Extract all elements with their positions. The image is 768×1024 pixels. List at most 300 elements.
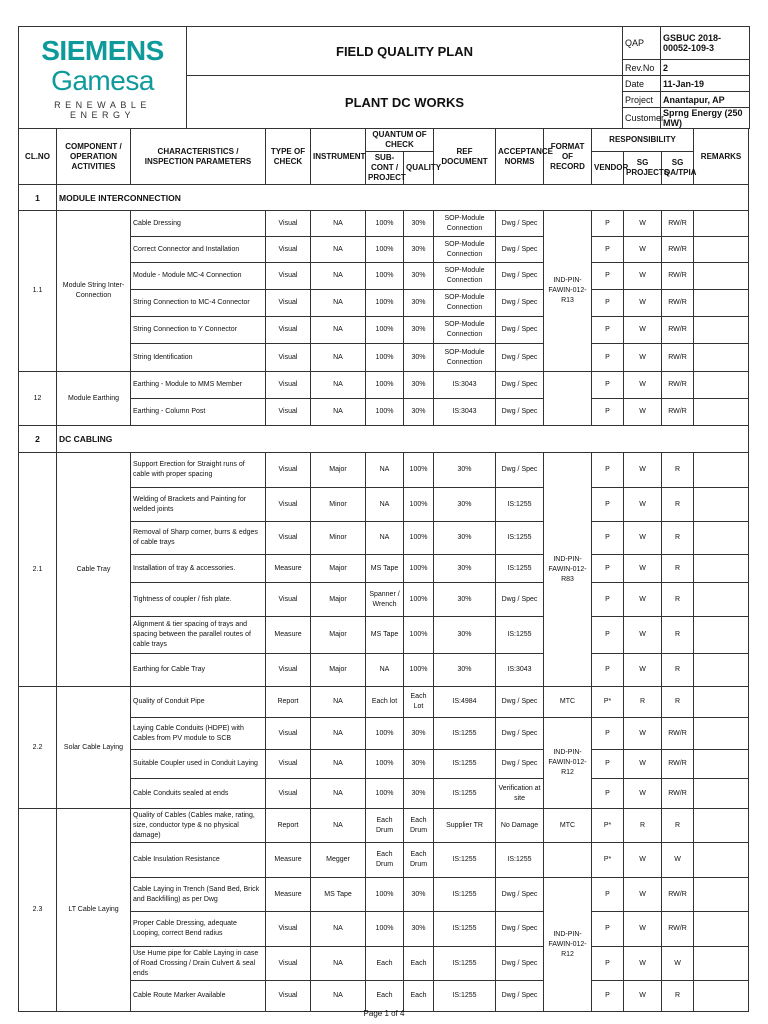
- inspection-parameter: Welding of Brackets and Painting for welded joints: [131, 488, 266, 522]
- vendor-responsibility: P: [592, 555, 624, 583]
- sg-qa-responsibility: RW/R: [662, 237, 694, 263]
- ref-document: IS:3043: [434, 372, 496, 399]
- type-of-check: Measure: [266, 843, 311, 878]
- ref-document: 30%: [434, 453, 496, 488]
- sg-projects-responsibility: W: [624, 947, 662, 981]
- acceptance-norms: IS:1255: [496, 617, 544, 654]
- table-row: [19, 211, 749, 237]
- sg-qa-responsibility: RW/R: [662, 912, 694, 947]
- acceptance-norms: Dwg / Spec: [496, 399, 544, 426]
- subcont-quantum: NA: [366, 654, 404, 687]
- type-of-check: Measure: [266, 555, 311, 583]
- subcont-quantum: 100%: [366, 211, 404, 237]
- inspection-parameter: Tightness of coupler / fish plate.: [131, 583, 266, 617]
- quality-quantum: 100%: [404, 488, 434, 522]
- sg-projects-responsibility: W: [624, 718, 662, 750]
- acceptance-norms: Dwg / Spec: [496, 912, 544, 947]
- instrument: MS Tape: [311, 878, 366, 912]
- sg-projects-responsibility: W: [624, 399, 662, 426]
- sg-qa-responsibility: RW/R: [662, 344, 694, 372]
- group-number: 12: [19, 372, 57, 426]
- vendor-responsibility: P: [592, 211, 624, 237]
- meta-key-customer: Customer: [623, 108, 661, 129]
- instrument: Minor: [311, 522, 366, 555]
- instrument: NA: [311, 211, 366, 237]
- section-row: [19, 426, 749, 453]
- table-row: [19, 809, 749, 843]
- sg-projects-responsibility: W: [624, 912, 662, 947]
- acceptance-norms: Dwg / Spec: [496, 372, 544, 399]
- table-row: [19, 687, 749, 718]
- acceptance-norms: Dwg / Spec: [496, 583, 544, 617]
- subcont-quantum: Spanner / Wrench: [366, 583, 404, 617]
- ref-document: IS:4984: [434, 687, 496, 718]
- sg-qa-responsibility: RW/R: [662, 290, 694, 317]
- acceptance-norms: Dwg / Spec: [496, 263, 544, 290]
- vendor-responsibility: P: [592, 372, 624, 399]
- inspection-parameter: Cable Insulation Resistance: [131, 843, 266, 878]
- subcont-quantum: Each lot: [366, 687, 404, 718]
- col-header-responsibility: RESPONSIBILITY: [592, 129, 694, 152]
- remarks: [694, 211, 749, 237]
- format-of-record: IND-PIN-FAWIN-012-R12: [544, 718, 592, 809]
- subcont-quantum: 100%: [366, 750, 404, 779]
- ref-document: 30%: [434, 583, 496, 617]
- sg-projects-responsibility: R: [624, 687, 662, 718]
- type-of-check: Measure: [266, 617, 311, 654]
- sg-projects-responsibility: W: [624, 290, 662, 317]
- section-row: [19, 185, 749, 211]
- sg-qa-responsibility: R: [662, 809, 694, 843]
- sg-projects-responsibility: W: [624, 211, 662, 237]
- remarks: [694, 809, 749, 843]
- inspection-parameter: Cable Dressing: [131, 211, 266, 237]
- subcont-quantum: 100%: [366, 263, 404, 290]
- col-header-component: COMPONENT / OPERATION ACTIVITIES: [57, 129, 131, 185]
- logo-brand-light: Gamesa: [51, 64, 154, 96]
- sg-projects-responsibility: W: [624, 654, 662, 687]
- inspection-parameter: String Identification: [131, 344, 266, 372]
- group-component: Module String Inter-Connection: [57, 211, 131, 372]
- inspection-parameter: Cable Conduits sealed at ends: [131, 779, 266, 809]
- type-of-check: Visual: [266, 290, 311, 317]
- type-of-check: Measure: [266, 878, 311, 912]
- format-of-record: IND-PIN-FAWIN-012-R13: [544, 211, 592, 372]
- vendor-responsibility: P: [592, 317, 624, 344]
- inspection-parameter: Quality of Conduit Pipe: [131, 687, 266, 718]
- instrument: NA: [311, 344, 366, 372]
- inspection-parameter: Support Erection for Straight runs of cable with proper spacing: [131, 453, 266, 488]
- ref-document: IS:1255: [434, 843, 496, 878]
- vendor-responsibility: P: [592, 947, 624, 981]
- vendor-responsibility: P: [592, 878, 624, 912]
- format-of-record: [544, 372, 592, 426]
- document-header: [18, 26, 750, 129]
- ref-document: SOP-Module Connection: [434, 211, 496, 237]
- group-number: 2.3: [19, 809, 57, 1012]
- instrument: Minor: [311, 488, 366, 522]
- remarks: [694, 399, 749, 426]
- remarks: [694, 947, 749, 981]
- company-logo: [19, 27, 187, 129]
- inspection-parameter: Cable Route Marker Available: [131, 981, 266, 1012]
- remarks: [694, 617, 749, 654]
- sg-qa-responsibility: R: [662, 583, 694, 617]
- sg-projects-responsibility: W: [624, 263, 662, 290]
- remarks: [694, 912, 749, 947]
- quality-plan-sheet: [18, 26, 749, 1012]
- quality-quantum: 100%: [404, 555, 434, 583]
- remarks: [694, 843, 749, 878]
- vendor-responsibility: P: [592, 453, 624, 488]
- acceptance-norms: Dwg / Spec: [496, 687, 544, 718]
- instrument: NA: [311, 237, 366, 263]
- type-of-check: Visual: [266, 583, 311, 617]
- sg-projects-responsibility: W: [624, 779, 662, 809]
- quality-quantum: 30%: [404, 237, 434, 263]
- remarks: [694, 317, 749, 344]
- quality-quantum: Each: [404, 981, 434, 1012]
- subcont-quantum: NA: [366, 453, 404, 488]
- acceptance-norms: Dwg / Spec: [496, 290, 544, 317]
- quality-quantum: 100%: [404, 654, 434, 687]
- instrument: NA: [311, 750, 366, 779]
- type-of-check: Visual: [266, 317, 311, 344]
- meta-key-qap: QAP: [623, 27, 661, 60]
- table-row: [19, 453, 749, 488]
- acceptance-norms: Dwg / Spec: [496, 750, 544, 779]
- remarks: [694, 779, 749, 809]
- sg-qa-responsibility: R: [662, 654, 694, 687]
- instrument: Major: [311, 555, 366, 583]
- sg-projects-responsibility: W: [624, 583, 662, 617]
- group-number: 2.2: [19, 687, 57, 809]
- instrument: NA: [311, 399, 366, 426]
- inspection-parameter: Alignment & tier spacing of trays and spacing between the parallel routes of cable trays: [131, 617, 266, 654]
- group-component: LT Cable Laying: [57, 809, 131, 1012]
- acceptance-norms: Dwg / Spec: [496, 237, 544, 263]
- subcont-quantum: 100%: [366, 237, 404, 263]
- instrument: Megger: [311, 843, 366, 878]
- col-header-vendor: VENDOR: [592, 152, 624, 185]
- type-of-check: Visual: [266, 453, 311, 488]
- subcont-quantum: MS Tape: [366, 617, 404, 654]
- quality-quantum: 30%: [404, 372, 434, 399]
- subcont-quantum: 100%: [366, 878, 404, 912]
- remarks: [694, 372, 749, 399]
- type-of-check: Visual: [266, 237, 311, 263]
- meta-key-rev: Rev.No: [623, 60, 661, 76]
- remarks: [694, 555, 749, 583]
- inspection-parameter: Correct Connector and Installation: [131, 237, 266, 263]
- logo-brand-bold: SIEMENS: [41, 34, 164, 66]
- vendor-responsibility: P*: [592, 843, 624, 878]
- remarks: [694, 522, 749, 555]
- ref-document: SOP-Module Connection: [434, 237, 496, 263]
- subcont-quantum: 100%: [366, 399, 404, 426]
- col-header-sg-projects: SG PROJECTS: [624, 152, 662, 185]
- inspection-table: [18, 128, 749, 1012]
- sg-projects-responsibility: W: [624, 555, 662, 583]
- sg-projects-responsibility: W: [624, 522, 662, 555]
- subcont-quantum: 100%: [366, 372, 404, 399]
- inspection-parameter: Earthing for Cable Tray: [131, 654, 266, 687]
- sg-projects-responsibility: W: [624, 372, 662, 399]
- format-of-record: IND-PIN-FAWIN-012-R12: [544, 878, 592, 1012]
- ref-document: IS:1255: [434, 912, 496, 947]
- document-title: FIELD QUALITY PLAN: [187, 27, 623, 76]
- sg-qa-responsibility: RW/R: [662, 878, 694, 912]
- ref-document: 30%: [434, 654, 496, 687]
- remarks: [694, 583, 749, 617]
- type-of-check: Report: [266, 809, 311, 843]
- col-header-subcont: SUB-CONT / PROJECT: [366, 152, 404, 185]
- acceptance-norms: Verification at site: [496, 779, 544, 809]
- inspection-parameter: Proper Cable Dressing, adequate Looping, correct Bend radius: [131, 912, 266, 947]
- quality-quantum: 30%: [404, 344, 434, 372]
- section-title: MODULE INTERCONNECTION: [57, 185, 749, 211]
- col-header-type: TYPE OF CHECK: [266, 129, 311, 185]
- instrument: NA: [311, 317, 366, 344]
- meta-value-rev: 2: [661, 60, 750, 76]
- acceptance-norms: Dwg / Spec: [496, 947, 544, 981]
- type-of-check: Visual: [266, 947, 311, 981]
- col-header-clno: CL.NO: [19, 129, 57, 185]
- vendor-responsibility: P: [592, 237, 624, 263]
- acceptance-norms: IS:1255: [496, 522, 544, 555]
- vendor-responsibility: P: [592, 750, 624, 779]
- inspection-parameter: Use Hume pipe for Cable Laying in case of Road Crossing / Drain Culvert & seal ends: [131, 947, 266, 981]
- instrument: NA: [311, 372, 366, 399]
- quality-quantum: 100%: [404, 583, 434, 617]
- subcont-quantum: NA: [366, 488, 404, 522]
- subcont-quantum: MS Tape: [366, 555, 404, 583]
- subcont-quantum: Each Drum: [366, 809, 404, 843]
- acceptance-norms: No Damage: [496, 809, 544, 843]
- section-number: 2: [19, 426, 57, 453]
- subcont-quantum: Each: [366, 947, 404, 981]
- quality-quantum: 30%: [404, 750, 434, 779]
- ref-document: IS:1255: [434, 779, 496, 809]
- inspection-parameter: String Connection to MC-4 Connector: [131, 290, 266, 317]
- ref-document: IS:1255: [434, 878, 496, 912]
- vendor-responsibility: P: [592, 290, 624, 317]
- instrument: Major: [311, 453, 366, 488]
- col-header-characteristics: CHARACTERISTICS / INSPECTION PARAMETERS: [131, 129, 266, 185]
- subcont-quantum: 100%: [366, 317, 404, 344]
- remarks: [694, 344, 749, 372]
- sg-qa-responsibility: R: [662, 981, 694, 1012]
- sg-projects-responsibility: W: [624, 878, 662, 912]
- meta-value-project: Anantapur, AP: [661, 92, 750, 108]
- remarks: [694, 654, 749, 687]
- type-of-check: Visual: [266, 981, 311, 1012]
- vendor-responsibility: P: [592, 779, 624, 809]
- remarks: [694, 237, 749, 263]
- acceptance-norms: Dwg / Spec: [496, 453, 544, 488]
- quality-quantum: 100%: [404, 453, 434, 488]
- instrument: NA: [311, 718, 366, 750]
- subcont-quantum: 100%: [366, 779, 404, 809]
- sg-qa-responsibility: RW/R: [662, 211, 694, 237]
- quality-quantum: 30%: [404, 317, 434, 344]
- subcont-quantum: 100%: [366, 718, 404, 750]
- type-of-check: Visual: [266, 344, 311, 372]
- instrument: NA: [311, 912, 366, 947]
- quality-quantum: 30%: [404, 263, 434, 290]
- sg-projects-responsibility: R: [624, 809, 662, 843]
- sg-qa-responsibility: RW/R: [662, 372, 694, 399]
- sg-projects-responsibility: W: [624, 344, 662, 372]
- instrument: Major: [311, 617, 366, 654]
- ref-document: IS:1255: [434, 718, 496, 750]
- type-of-check: Visual: [266, 912, 311, 947]
- type-of-check: Visual: [266, 488, 311, 522]
- acceptance-norms: Dwg / Spec: [496, 878, 544, 912]
- meta-value-qap: GSBUC 2018-00052-109-3: [661, 27, 750, 60]
- vendor-responsibility: P: [592, 617, 624, 654]
- ref-document: IS:1255: [434, 750, 496, 779]
- format-of-record: [544, 843, 592, 878]
- quality-quantum: 100%: [404, 617, 434, 654]
- ref-document: SOP-Module Connection: [434, 317, 496, 344]
- col-header-quality: QUALITY: [404, 152, 434, 185]
- sg-qa-responsibility: R: [662, 555, 694, 583]
- sg-qa-responsibility: RW/R: [662, 750, 694, 779]
- quality-quantum: 30%: [404, 912, 434, 947]
- meta-value-date: 11-Jan-19: [661, 76, 750, 92]
- vendor-responsibility: P: [592, 654, 624, 687]
- quality-quantum: 30%: [404, 290, 434, 317]
- meta-key-project: Project: [623, 92, 661, 108]
- instrument: NA: [311, 779, 366, 809]
- sg-qa-responsibility: RW/R: [662, 399, 694, 426]
- vendor-responsibility: P: [592, 488, 624, 522]
- subcont-quantum: Each: [366, 981, 404, 1012]
- acceptance-norms: Dwg / Spec: [496, 317, 544, 344]
- sg-qa-responsibility: RW/R: [662, 779, 694, 809]
- ref-document: IS:1255: [434, 981, 496, 1012]
- page-footer: Page 1 of 4: [363, 1009, 405, 1018]
- group-component: Module Earthing: [57, 372, 131, 426]
- instrument: NA: [311, 947, 366, 981]
- sg-qa-responsibility: W: [662, 843, 694, 878]
- quality-quantum: 30%: [404, 211, 434, 237]
- inspection-parameter: Quality of Cables (Cables make, rating, size, conductor type & no physical damage): [131, 809, 266, 843]
- ref-document: 30%: [434, 488, 496, 522]
- vendor-responsibility: P: [592, 399, 624, 426]
- quality-quantum: Each Drum: [404, 843, 434, 878]
- meta-value-customer: Sprng Energy (250 MW): [661, 108, 750, 129]
- col-header-quantum: QUANTUM OF CHECK: [366, 129, 434, 152]
- vendor-responsibility: P*: [592, 687, 624, 718]
- vendor-responsibility: P: [592, 912, 624, 947]
- ref-document: SOP-Module Connection: [434, 290, 496, 317]
- acceptance-norms: Dwg / Spec: [496, 981, 544, 1012]
- instrument: Major: [311, 654, 366, 687]
- group-number: 1.1: [19, 211, 57, 372]
- table-row: [19, 372, 749, 399]
- instrument: NA: [311, 290, 366, 317]
- section-title: DC CABLING: [57, 426, 749, 453]
- vendor-responsibility: P: [592, 263, 624, 290]
- sg-qa-responsibility: R: [662, 522, 694, 555]
- remarks: [694, 981, 749, 1012]
- type-of-check: Visual: [266, 750, 311, 779]
- ref-document: 30%: [434, 522, 496, 555]
- type-of-check: Visual: [266, 211, 311, 237]
- vendor-responsibility: P: [592, 344, 624, 372]
- quality-quantum: 30%: [404, 779, 434, 809]
- sg-qa-responsibility: RW/R: [662, 718, 694, 750]
- vendor-responsibility: P: [592, 583, 624, 617]
- sg-projects-responsibility: W: [624, 453, 662, 488]
- vendor-responsibility: P: [592, 522, 624, 555]
- inspection-parameter: String Connection to Y Connector: [131, 317, 266, 344]
- inspection-parameter: Suitable Coupler used in Conduit Laying: [131, 750, 266, 779]
- quality-quantum: Each: [404, 947, 434, 981]
- sg-qa-responsibility: R: [662, 453, 694, 488]
- type-of-check: Visual: [266, 399, 311, 426]
- sg-projects-responsibility: W: [624, 317, 662, 344]
- inspection-parameter: Laying Cable Conduits (HDPE) with Cables from PV module to SCB: [131, 718, 266, 750]
- ref-document: SOP-Module Connection: [434, 344, 496, 372]
- acceptance-norms: IS:1255: [496, 555, 544, 583]
- quality-quantum: Each Drum: [404, 809, 434, 843]
- group-number: 2.1: [19, 453, 57, 687]
- type-of-check: Report: [266, 687, 311, 718]
- ref-document: 30%: [434, 555, 496, 583]
- inspection-parameter: Removal of Sharp corner, burrs & edges of cable trays: [131, 522, 266, 555]
- inspection-table-body: [19, 185, 749, 1012]
- group-component: Cable Tray: [57, 453, 131, 687]
- type-of-check: Visual: [266, 372, 311, 399]
- quality-quantum: 30%: [404, 878, 434, 912]
- acceptance-norms: Dwg / Spec: [496, 211, 544, 237]
- type-of-check: Visual: [266, 718, 311, 750]
- subcont-quantum: Each Drum: [366, 843, 404, 878]
- instrument: NA: [311, 809, 366, 843]
- inspection-parameter: Earthing - Column Post: [131, 399, 266, 426]
- type-of-check: Visual: [266, 263, 311, 290]
- remarks: [694, 878, 749, 912]
- acceptance-norms: IS:3043: [496, 654, 544, 687]
- section-number: 1: [19, 185, 57, 211]
- type-of-check: Visual: [266, 779, 311, 809]
- format-of-record: MTC: [544, 687, 592, 718]
- acceptance-norms: Dwg / Spec: [496, 344, 544, 372]
- instrument: NA: [311, 687, 366, 718]
- inspection-parameter: Installation of tray & accessories.: [131, 555, 266, 583]
- sg-projects-responsibility: W: [624, 237, 662, 263]
- instrument: NA: [311, 263, 366, 290]
- col-header-remarks: REMARKS: [694, 129, 749, 185]
- remarks: [694, 453, 749, 488]
- inspection-parameter: Cable Laying in Trench (Sand Bed, Brick and Backfilling) as per Dwg: [131, 878, 266, 912]
- document-subtitle: PLANT DC WORKS: [187, 76, 623, 129]
- remarks: [694, 488, 749, 522]
- instrument: Major: [311, 583, 366, 617]
- group-component: Solar Cable Laying: [57, 687, 131, 809]
- subcont-quantum: 100%: [366, 912, 404, 947]
- ref-document: Supplier TR: [434, 809, 496, 843]
- subcont-quantum: NA: [366, 522, 404, 555]
- logo-tagline: RENEWABLE ENERGY: [54, 99, 151, 120]
- quality-quantum: 30%: [404, 718, 434, 750]
- sg-qa-responsibility: RW/R: [662, 263, 694, 290]
- subcont-quantum: 100%: [366, 344, 404, 372]
- col-header-instrument: INSTRUMENT: [311, 129, 366, 185]
